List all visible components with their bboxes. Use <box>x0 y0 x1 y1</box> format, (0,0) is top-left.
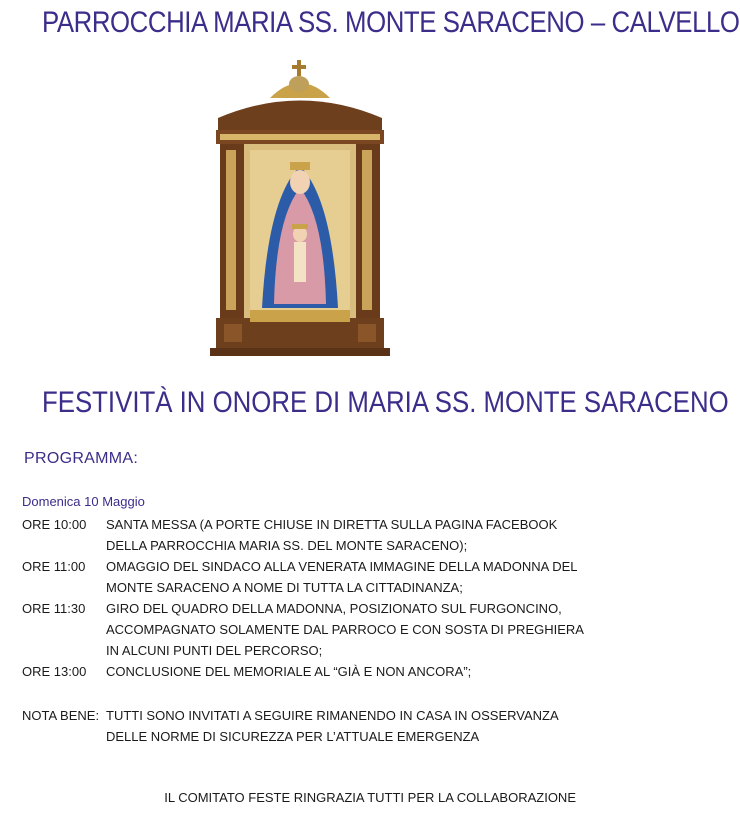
schedule-time: ORE 11:00 <box>22 559 86 574</box>
nota-bene-text: TUTTI SONO INVITATI A SEGUIRE RIMANENDO IN CASA IN OSSERVANZA DELLE NORME DI SICUREZZA PER L’ATTUALE EMERGENZA <box>106 708 558 744</box>
schedule-time: ORE 10:00 <box>22 517 87 532</box>
programma-heading: PROGRAMMA: <box>24 450 139 467</box>
schedule-item <box>22 514 592 556</box>
schedule-text: SANTA MESSA (A PORTE CHIUSE IN DIRETTA SULLA PAGINA FACEBOOK DELLA PARROCCHIA MARIA SS. DEL MONTE SARACENO); <box>106 517 558 553</box>
schedule-text: CONCLUSIONE DEL MEMORIALE AL “GIÀ E NON ANCORA”; <box>106 664 472 679</box>
nota-bene-label: NOTA BENE: <box>22 708 100 723</box>
nota-bene <box>22 705 592 747</box>
page-header: PARROCCHIA MARIA SS. MONTE SARACENO – CALVELLO <box>42 6 740 39</box>
schedule-time: ORE 13:00 <box>22 664 87 679</box>
madonna-statue-image <box>210 58 390 358</box>
event-date: Domenica 10 Maggio <box>22 494 145 509</box>
schedule-item <box>22 661 592 682</box>
thanks-footer: IL COMITATO FESTE RINGRAZIA TUTTI PER LA COLLABORAZIONE <box>164 790 576 805</box>
schedule-text: OMAGGIO DEL SINDACO ALLA VENERATA IMMAGINE DELLA MADONNA DEL MONTE SARACENO A NOME DI TUTTA LA CITTADINANZA; <box>106 559 578 595</box>
schedule-item <box>22 598 592 661</box>
schedule-text: GIRO DEL QUADRO DELLA MADONNA, POSIZIONATO SUL FURGONCINO, ACCOMPAGNATO SOLAMENTE DAL PARROCO E CON SOSTA DI PREGHIERA IN ALCUNI PUNTI DEL PERCORSO; <box>106 601 584 658</box>
event-title: FESTIVITÀ IN ONORE DI MARIA SS. MONTE SARACENO <box>42 386 729 419</box>
schedule-list <box>22 514 592 682</box>
schedule-time: ORE 11:30 <box>22 601 86 616</box>
schedule-item <box>22 556 592 598</box>
